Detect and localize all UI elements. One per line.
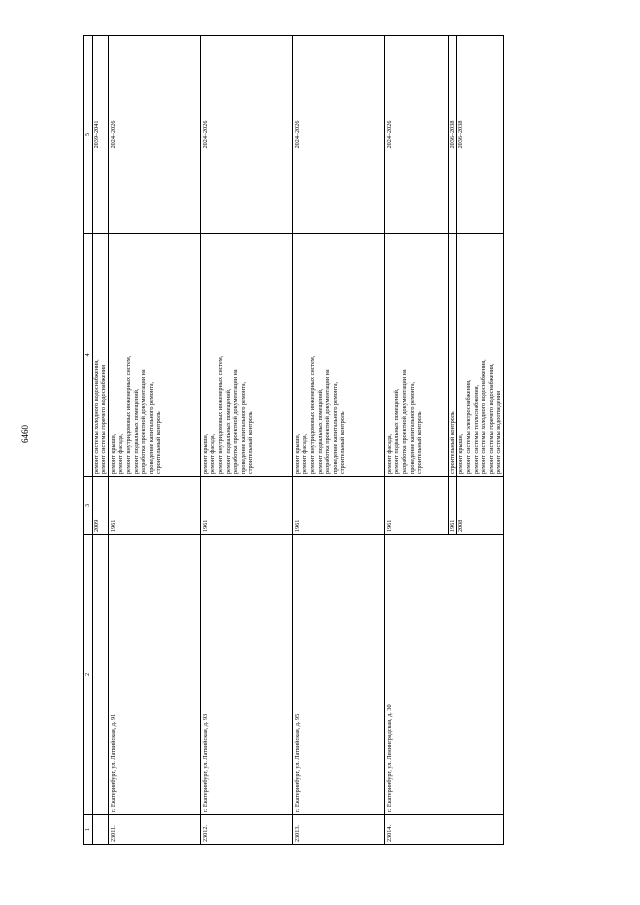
header-col-3: 3 xyxy=(84,477,93,535)
row-year: 1961 xyxy=(108,477,200,535)
row-number: 23012. xyxy=(200,815,292,845)
row-year: 2008 xyxy=(457,477,504,535)
work-line: ремонт подвальных помещений, xyxy=(316,388,324,474)
work-line: ремонт системы горячего водоснабжения, xyxy=(487,363,495,474)
row-year: 1961 xyxy=(448,477,457,535)
row-period: 2024–2026 xyxy=(292,36,384,234)
work-line: ремонт крыши, xyxy=(293,433,301,474)
work-line: ремонт системы теплоснабжения, xyxy=(472,384,480,474)
work-line: строительный контроль xyxy=(247,411,255,474)
work-line: разработка проектной документации на xyxy=(400,369,408,474)
header-col-4: 4 xyxy=(84,234,93,477)
work-line: ремонт системы горячего водоснабжения xyxy=(100,365,108,474)
work-line: ремонт фасада, xyxy=(301,433,309,474)
work-line: строительный контроль xyxy=(339,411,347,474)
row-number xyxy=(92,815,108,845)
work-line: ремонт внутридомовых инженерных систем, xyxy=(308,355,316,474)
work-line: ремонт системы холодного водоснабжения, xyxy=(92,359,100,474)
row-address: г. Екатеринбург, ул. Ленинградская, д. 30 xyxy=(384,535,503,815)
header-row xyxy=(84,36,93,845)
work-line: ремонт системы холодного водоснабжения, xyxy=(480,359,488,474)
work-line: ремонт подвальных помещений, xyxy=(132,388,140,474)
work-line: ремонт подвальных помещений, xyxy=(224,388,232,474)
work-line: строительный контроль xyxy=(155,411,163,474)
table-row xyxy=(200,36,292,845)
row-works xyxy=(384,234,448,477)
work-line: ремонт крыши, xyxy=(201,433,209,474)
header-col-5: 5 xyxy=(84,36,93,234)
work-line: строительный контроль xyxy=(416,411,424,474)
row-period: 2024–2026 xyxy=(200,36,292,234)
work-line: ремонт крыши, xyxy=(109,433,117,474)
row-year: 1961 xyxy=(292,477,384,535)
work-line: ремонт системы водоотведения xyxy=(495,391,503,474)
row-works xyxy=(92,234,108,477)
work-line: ремонт подвальных помещений, xyxy=(393,388,401,474)
row-works xyxy=(200,234,292,477)
work-line: ремонт внутридомовых инженерных систем, xyxy=(216,355,224,474)
row-address: г. Екатеринбург, ул. Латвийская, д. 93 xyxy=(200,535,292,815)
work-line: ремонт фасада, xyxy=(385,433,393,474)
work-line: ремонт фасада, xyxy=(209,433,217,474)
work-line: ремонт системы электроснабжения, xyxy=(464,379,472,474)
row-address: г. Екатеринбург, ул. Латвийская, д. 95 xyxy=(292,535,384,815)
row-number: 23014. xyxy=(384,815,503,845)
work-line: проведение капитального ремонта, xyxy=(331,381,339,474)
row-number: 23011. xyxy=(108,815,200,845)
row-works xyxy=(292,234,384,477)
page-number: 6460 xyxy=(20,425,30,443)
work-line: ремонт крыши, xyxy=(457,433,465,474)
header-col-1: 1 xyxy=(84,815,93,845)
row-period: 2036–2038 xyxy=(448,36,457,234)
table-row xyxy=(108,36,200,845)
row-works xyxy=(457,234,504,477)
row-period: 2024–2026 xyxy=(384,36,448,234)
table-row xyxy=(292,36,384,845)
row-address: г. Екатеринбург, ул. Латвийская, д. 91 xyxy=(108,535,200,815)
row-number: 23013. xyxy=(292,815,384,845)
repair-schedule-table xyxy=(83,35,504,845)
row-year: 1961 xyxy=(200,477,292,535)
work-line: разработка проектной документации на xyxy=(140,369,148,474)
row-works xyxy=(448,234,457,477)
row-period: 2039–2041 xyxy=(92,36,108,234)
row-period: 2036–2038 xyxy=(457,36,504,234)
row-address xyxy=(92,535,108,815)
work-line: проведение капитального ремонта, xyxy=(408,381,416,474)
work-line: разработка проектной документации на xyxy=(232,369,240,474)
rotated-table-container xyxy=(83,36,531,845)
work-line: ремонт фасада, xyxy=(117,433,125,474)
header-col-2: 2 xyxy=(84,535,93,815)
work-line: проведение капитального ремонта, xyxy=(239,381,247,474)
work-line: ремонт внутридомовых инженерных систем, xyxy=(124,355,132,474)
row-year: 1961 xyxy=(384,477,448,535)
row-works xyxy=(108,234,200,477)
work-line: проведение капитального ремонта, xyxy=(147,381,155,474)
work-line: разработка проектной документации на xyxy=(324,369,332,474)
row-period: 2024–2026 xyxy=(108,36,200,234)
table-row xyxy=(384,36,448,845)
row-year: 2009 xyxy=(92,477,108,535)
table-row-continuation xyxy=(92,36,108,845)
work-line: строительный контроль xyxy=(448,411,456,474)
